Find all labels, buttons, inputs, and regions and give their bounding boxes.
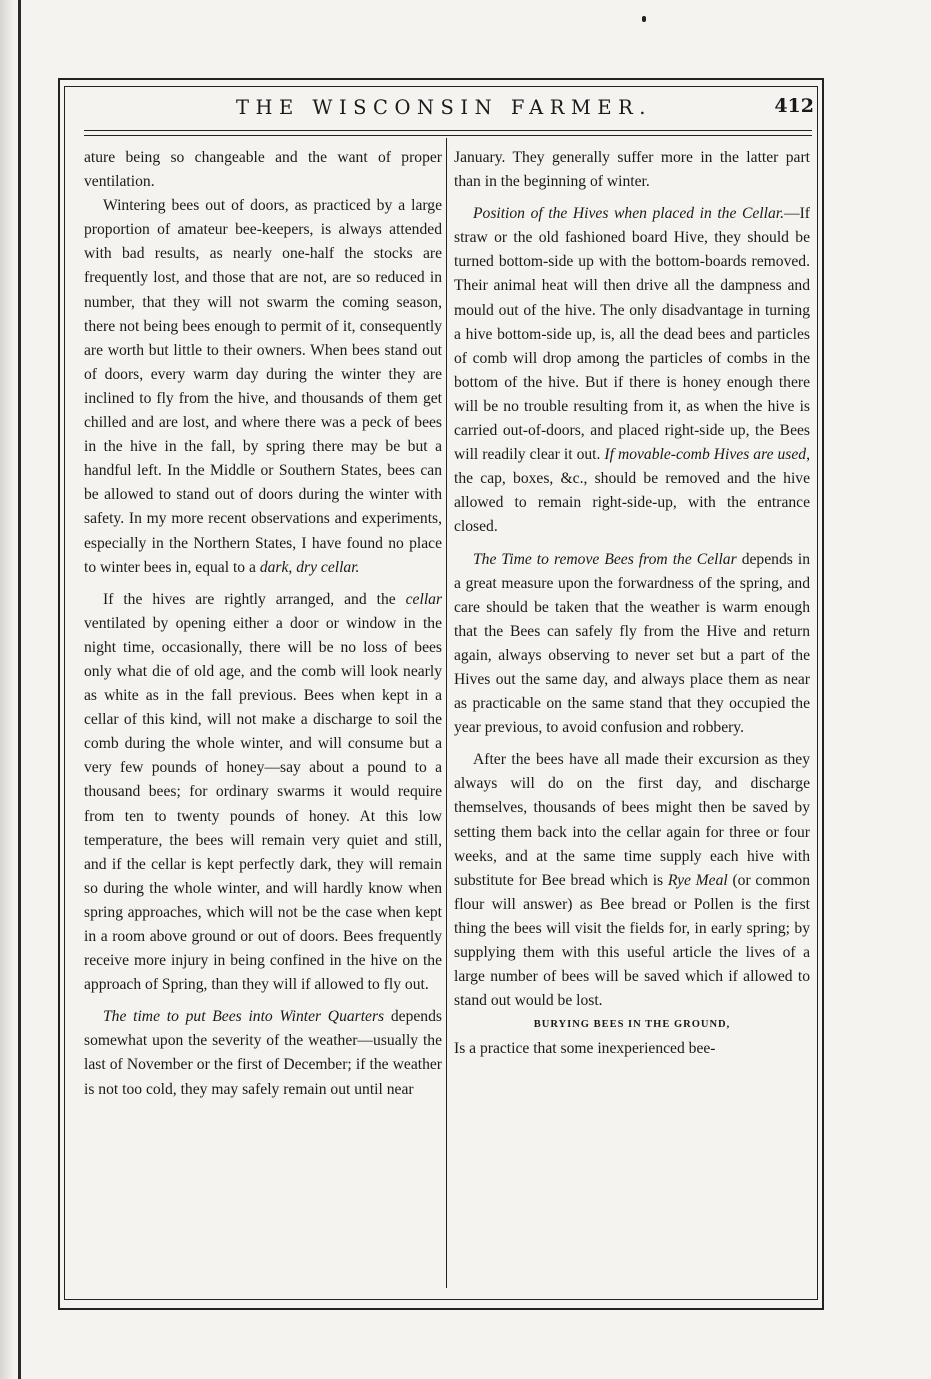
paragraph-text: After the bees have all made their excursion as they always will do on the first day, and discharge themselves, thousands of bees might then be saved by setting them back into the cellar again for three or four weeks, and at the same time supply each hive with substitute for Bee bread which is xyxy=(454,751,810,889)
paragraph-text: If the hives are rightly arranged, and the xyxy=(103,590,396,608)
paragraph-wintering-outdoors xyxy=(84,194,442,580)
emphasis-text: cellar xyxy=(405,590,443,608)
journal-title: THE WISCONSIN FARMER. xyxy=(235,96,653,119)
paragraph-text: —If straw or the old fashioned board Hive, they should be turned bottom-side up with the bottom-boards removed. Their animal heat will then drive all the dampness and mould out of the hive. The only disadvantage in turning a hive bottom-side up, is, all the dead bees and particles of comb will drop among the particles of combs in the bottom of the hive. But if there is honey enough there will be no trouble resulting from it, as when the hive is carried out-of-doors, and placed right-side up, the Bees will readily clear it out. xyxy=(454,205,810,464)
page-spine-shadow xyxy=(0,0,14,1379)
paragraph-hive-position xyxy=(454,202,810,539)
column-divider xyxy=(446,138,447,1288)
emphasis-text: Rye Meal xyxy=(667,871,728,889)
paragraph-text: ature being so changeable and the want of proper ventilation. xyxy=(84,149,442,191)
paragraph-winter-quarters xyxy=(84,1005,442,1101)
paragraph-continued xyxy=(454,146,810,194)
paragraph-remove-bees xyxy=(454,548,810,741)
paragraph-text: the cap, boxes, &c., should be removed and the hive allowed to remain right-side-up, with the entrance closed. xyxy=(454,470,810,536)
paragraph-text: depends in a great measure upon the forwardness of the spring, and care should be taken that the weather is warm enough that the Bees can safely fly from the Hive and return again, always observing to never set but a part of the Hives out the same day, and always place them as near as practicable on the same stand that they occupied the year previous, to avoid confusion and robbery. xyxy=(454,550,810,737)
header-rule-secondary xyxy=(84,135,812,136)
paragraph-text: ventilated by opening either a door or window in the night time, occasionally, there will be no loss of bees only what die of old age, and the comb will look nearly as white as in the fall previous. Bees when kept in a cellar of this kind, will not make a discharge to soil the comb during the whole winter, and will consume but a very few pounds of honey—say about a pound to a thousand bees; for ordinary swarms it would require from ten to twenty pounds of honey. At this low temperature, the bees will remain very quiet and still, and if the cellar is kept perfectly dark, they will remain so during the whole winter, and will hardly know when spring approaches, which will not be the case when kept in a room above ground or out of doors. Bees frequently receive more injury in being confined in the hive on the approach of Spring, than they will if allowed to fly out. xyxy=(84,614,442,994)
paragraph-text: January. They generally suffer more in the latter part than in the beginning of winter. xyxy=(454,149,810,191)
paragraph-text: (or common flour will answer) as Bee bread or Pollen is the first thing the bees will visit the fields for, in early spring; by supplying them with this useful article the lives of a large number of bees will be saved which if allowed to stand out would be lost. xyxy=(454,871,810,1010)
paragraph-hive-arrangement xyxy=(84,588,442,998)
paragraph-text: depends somewhat upon the severity of the weather—usually the last of November or the first of December; if the weather is not too cold, they may safely remain out until near xyxy=(84,1008,442,1098)
binding-edge xyxy=(18,0,21,1379)
emphasis-text: If movable-comb Hives are used, xyxy=(604,446,810,464)
paragraph-text: Is a practice that some inexperienced bee- xyxy=(454,1040,716,1058)
running-header xyxy=(74,94,814,126)
paragraph-text: Wintering bees out of doors, as practiced by a large proportion of amateur bee-keepers, is always attended with bad results, as nearly one-half the stocks are frequently lost, and those that are not, are so reduced in number, that they will not swarm the coming season, there not being bees enough to permit of it, consequently are worth but little to their owners. When bees stand out of doors, every warm day during the winter they are inclined to fly from the hive, and thousands of them get chilled and are lost, and where there was a peck of bees in the hive in the fall, by spring there may be but a handful left. In the Middle or Southern States, bees can be allowed to stand out of doors during the winter with safety. In my more recent observations and experiments, especially in the Northern States, I have found no place to winter bees in, equal to a xyxy=(84,197,442,576)
emphasis-text: dark, dry cellar. xyxy=(259,558,360,576)
section-subheading: BURYING BEES IN THE GROUND, xyxy=(533,1019,731,1031)
left-column xyxy=(84,146,442,1296)
paragraph-burying-bees xyxy=(454,1037,810,1061)
page-number: 412 xyxy=(774,95,814,117)
section-lead-italic: The Time to remove Bees from the Cellar xyxy=(473,550,737,568)
header-rule xyxy=(84,130,812,131)
paragraph-continued xyxy=(84,146,442,194)
paragraph-excursion xyxy=(454,748,810,1013)
section-lead-italic: Position of the Hives when placed in the Cellar. xyxy=(473,205,785,223)
ink-mark xyxy=(642,16,646,22)
section-lead-italic: The time to put Bees into Winter Quarters xyxy=(103,1008,385,1026)
right-column xyxy=(454,146,810,1296)
